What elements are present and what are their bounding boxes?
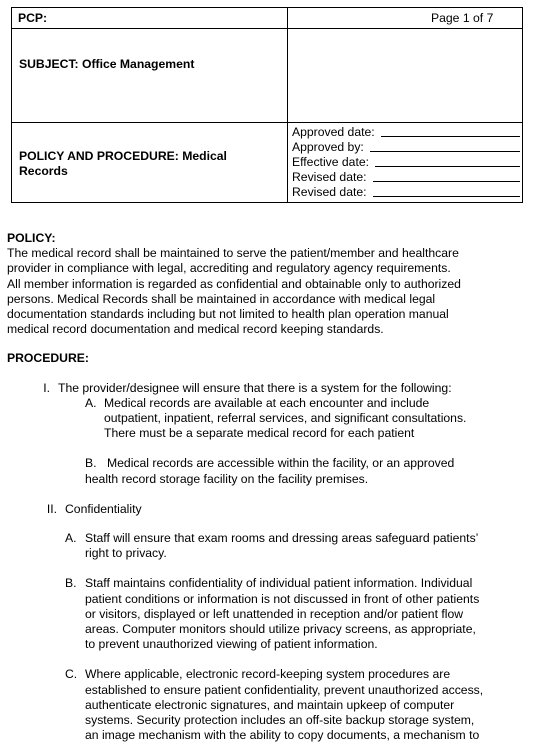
policy-title-line: POLICY AND PROCEDURE: Medical <box>19 149 227 163</box>
item-text <box>85 576 479 652</box>
item-letter: B. <box>65 576 77 591</box>
approval-row <box>292 170 520 185</box>
item-line: established to ensure patient confidentiality, prevent unauthorized access, <box>85 682 484 697</box>
approval-label: Approved by: <box>292 140 364 154</box>
document-body <box>7 231 527 743</box>
item-line: Staff maintains confidentiality of individual patient information. Individual <box>85 576 473 591</box>
item-letter: A. <box>65 531 77 546</box>
section-i-item-a <box>85 396 527 442</box>
approval-blank <box>373 185 520 197</box>
policy-line: persons. Medical Records shall be maintained in accordance with medical legal <box>7 291 436 306</box>
policy-title <box>19 149 227 179</box>
section-text: Confidentiality <box>65 501 142 516</box>
approval-label: Revised date: <box>292 170 367 184</box>
item-line: patient conditions or information is not discussed in front of other patients <box>85 591 480 606</box>
policy-line: documentation standards including but not limited to health plan operation manual <box>7 307 449 322</box>
section-text: The provider/designee will ensure that there is a system for the following: <box>58 380 452 395</box>
item-letter: A. <box>85 395 97 410</box>
approvals-block <box>292 125 520 200</box>
header-box <box>11 7 523 203</box>
approval-row <box>292 140 520 155</box>
approval-label: Revised date: <box>292 185 367 199</box>
page-number: Page 1 of 7 <box>431 11 494 25</box>
section-ii <box>7 502 527 517</box>
section-ii-item-a <box>65 531 527 561</box>
header-divider-2 <box>12 122 522 123</box>
item-line: Medical records are accessible within the facility, or an approved <box>107 456 455 471</box>
item-line: authenticate electronic signatures, and maintain upkeep of computer <box>85 697 455 712</box>
item-text <box>85 456 455 486</box>
section-ii-item-c <box>65 667 527 743</box>
item-line: or visitors, displayed or left unattended in reception and/or patient flow <box>85 606 464 621</box>
item-text <box>104 396 466 442</box>
policy-line: All member information is regarded as confidential and obtainable only to authorized <box>7 276 461 291</box>
item-line: There must be a separate medical record for each patient <box>104 426 415 441</box>
item-line: an image mechanism with the ability to copy documents, a mechanism to <box>85 728 480 743</box>
item-line: Where applicable, electronic record-keeping system procedures are <box>85 667 451 682</box>
subject-label: SUBJECT: Office Management <box>19 57 195 71</box>
item-line: to prevent unauthorized viewing of patient information. <box>85 637 378 652</box>
pcp-label: PCP: <box>18 11 48 25</box>
procedure-heading: PROCEDURE: <box>7 351 89 366</box>
header-divider-1 <box>12 28 522 29</box>
approval-label: Effective date: <box>292 155 370 169</box>
item-letter: C. <box>65 667 78 682</box>
item-line: Staff will ensure that exam rooms and dressing areas safeguard patients’ <box>85 531 479 546</box>
section-ii-item-b <box>65 576 527 652</box>
approval-row <box>292 155 520 170</box>
item-line: Medical records are available at each encounter and include <box>104 395 430 410</box>
policy-line: provider in compliance with legal, accrediting and regulatory agency requirements. <box>7 261 451 276</box>
approval-row <box>292 185 520 200</box>
item-line: health record storage facility on the facility premises. <box>85 471 369 486</box>
item-line: areas. Computer monitors should utilize privacy screens, as appropriate, <box>85 622 476 637</box>
policy-line: The medical record shall be maintained to serve the patient/member and healthcare <box>7 246 459 261</box>
approval-blank <box>381 125 520 137</box>
item-line: right to privacy. <box>85 546 167 561</box>
approval-row <box>292 125 520 140</box>
item-line: outpatient, inpatient, referral services, and significant consultations. <box>104 411 467 426</box>
policy-line: medical record documentation and medical record keeping standards. <box>7 322 384 337</box>
approval-blank <box>375 155 520 167</box>
approval-blank <box>370 140 520 152</box>
item-text <box>85 531 478 561</box>
section-number: II. <box>46 501 57 516</box>
policy-heading: POLICY: <box>7 231 56 245</box>
approval-label: Approved date: <box>292 125 375 139</box>
policy-title-line: Records <box>19 164 68 178</box>
section-number: I. <box>43 380 50 395</box>
section-i-item-b <box>85 456 527 486</box>
item-line: systems. Security protection includes an off-site backup storage system, <box>85 713 475 728</box>
policy-text <box>7 246 527 337</box>
header-divider-vertical <box>287 8 288 202</box>
item-text <box>85 667 483 743</box>
item-letter: B. <box>85 456 97 471</box>
section-i <box>7 381 527 396</box>
approval-blank <box>373 170 520 182</box>
